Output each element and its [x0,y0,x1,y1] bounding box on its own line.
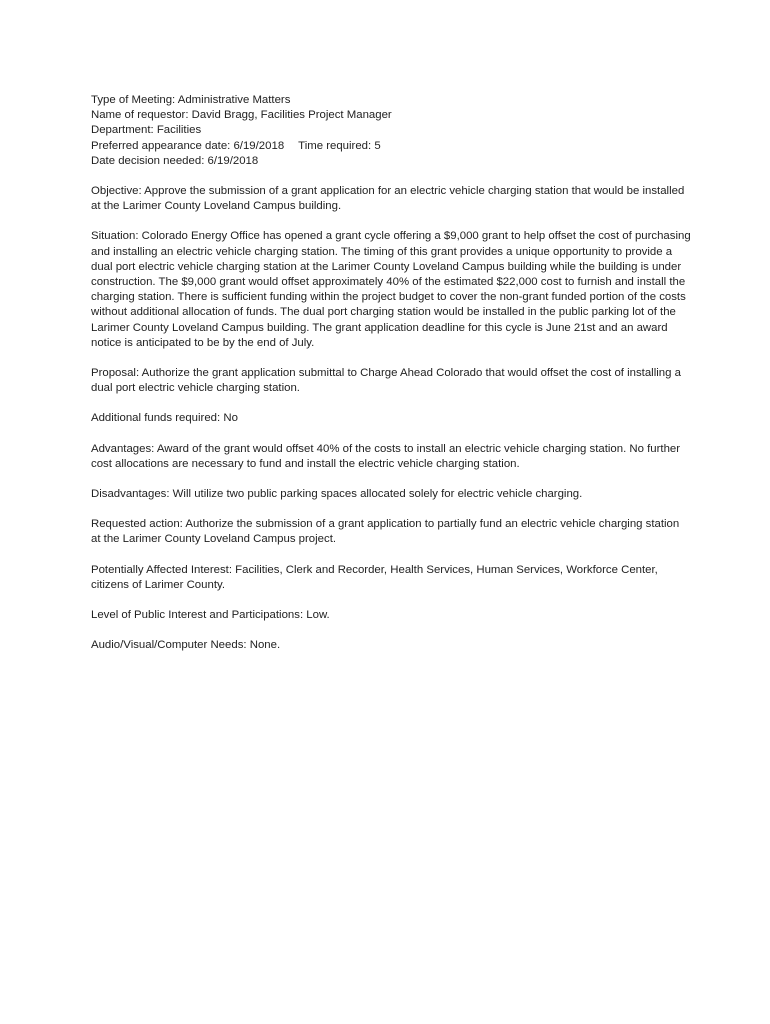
requestor-name: Name of requestor: David Bragg, Facilities Project Manager [91,109,392,122]
affected-interest-paragraph: Potentially Affected Interest: Facilities, Clerk and Recorder, Health Services, Human Services, Workforce Center, citizens of Larimer County. [91,563,658,591]
proposal-paragraph: Proposal: Authorize the grant application submittal to Charge Ahead Colorado that would offset the cost of installing a dual port electric vehicle charging station. [91,367,681,395]
decision-date: Date decision needed: 6/19/2018 [91,154,259,167]
appearance-date: Preferred appearance date: 6/19/2018 [91,139,285,152]
time-required: Time required: 5 [298,139,381,152]
requested-action-paragraph: Requested action: Authorize the submission of a grant application to partially fund an electric vehicle charging station at the Larimer County Loveland Campus project. [91,518,680,546]
meeting-type: Type of Meeting: Administrative Matters [91,94,291,106]
department: Department: Facilities [91,124,202,137]
appearance-line [91,139,691,154]
document-body [91,93,691,653]
public-interest-paragraph: Level of Public Interest and Participations: Low. [91,609,330,622]
meeting-header [91,93,691,169]
objective-paragraph: Objective: Approve the submission of a grant application for an electric vehicle charging station that would be installed at the Larimer County Loveland Campus building. [91,185,685,213]
disadvantages-paragraph: Disadvantages: Will utilize two public parking spaces allocated solely for electric vehicle charging. [91,488,583,501]
additional-funds-paragraph: Additional funds required: No [91,412,238,425]
av-needs-paragraph: Audio/Visual/Computer Needs: None. [91,639,281,652]
situation-paragraph: Situation: Colorado Energy Office has opened a grant cycle offering a $9,000 grant to help offset the cost of purchasing and installing an electric vehicle charging station. The timing of this grant provides a unique opportunity to provide a dual port electric vehicle charging station at the Larimer County Loveland Campus building while the building is under construction. The $9,000 grant would offset approximately 40% of the estimated $22,000 cost to furnish and install the charging station. There is sufficient funding within the project budget to cover the non-grant funded portion of the costs without additional allocation of funds. The dual port charging station would be installed in the public parking lot of the Larimer County Loveland Campus building. The grant application deadline for this cycle is June 21st and an award notice is anticipated to be by the end of July. [91,230,691,349]
advantages-paragraph: Advantages: Award of the grant would offset 40% of the costs to install an electric vehicle charging station. No further cost allocations are necessary to fund and install the electric vehicle charging station. [91,442,681,470]
